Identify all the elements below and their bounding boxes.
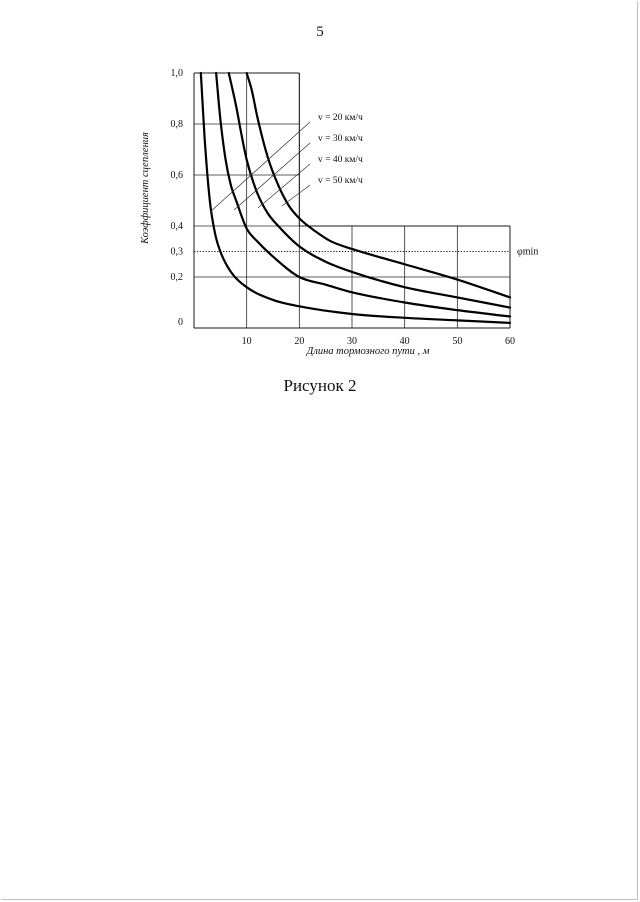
x-tick-label-30: 30 (347, 336, 357, 347)
y-tick-label-0_2: 0,2 (170, 272, 183, 283)
legend-label-series-2: v = 30 км/ч (318, 134, 363, 144)
y-tick-label-0_6: 0,6 (170, 170, 183, 181)
y-tick-label-0_4: 0,4 (170, 221, 183, 232)
x-tick-label-50: 50 (452, 336, 463, 347)
page-number: 5 (316, 24, 324, 40)
braking-distance-chart (0, 0, 640, 372)
x-axis-title: Длина тормозного пути , м (306, 346, 430, 357)
y-axis-title: Коэффициент сцепления (140, 132, 151, 244)
grid (194, 73, 510, 328)
legend-label-series-1: v = 20 км/ч (318, 113, 363, 123)
x-tick-label-60: 60 (505, 336, 515, 347)
x-tick-label-20: 20 (294, 336, 305, 347)
legend-leader-series-3 (258, 164, 310, 208)
figure-caption: Рисунок 2 (283, 376, 357, 395)
phi-min-label: φmin (517, 246, 539, 258)
legend-label-series-4: v = 50 км/ч (318, 176, 363, 186)
legend-leader-series-4 (282, 185, 310, 206)
y-tick-label-0: 0 (178, 317, 183, 328)
x-tick-label-40: 40 (399, 336, 410, 347)
curve-series-2 (216, 73, 510, 317)
legend (318, 113, 363, 186)
curve-series-4 (247, 73, 510, 297)
legend-label-series-3: v = 40 км/ч (318, 155, 363, 165)
y-tick-labels (171, 68, 184, 328)
curve-series-3 (229, 73, 510, 308)
x-tick-label-10: 10 (241, 336, 252, 347)
phi-min-group (194, 247, 538, 258)
y-tick-label-0_3: 0,3 (170, 246, 183, 258)
y-tick-label-0_8: 0,8 (170, 119, 183, 130)
y-tick-label-1: 1,0 (170, 68, 183, 79)
